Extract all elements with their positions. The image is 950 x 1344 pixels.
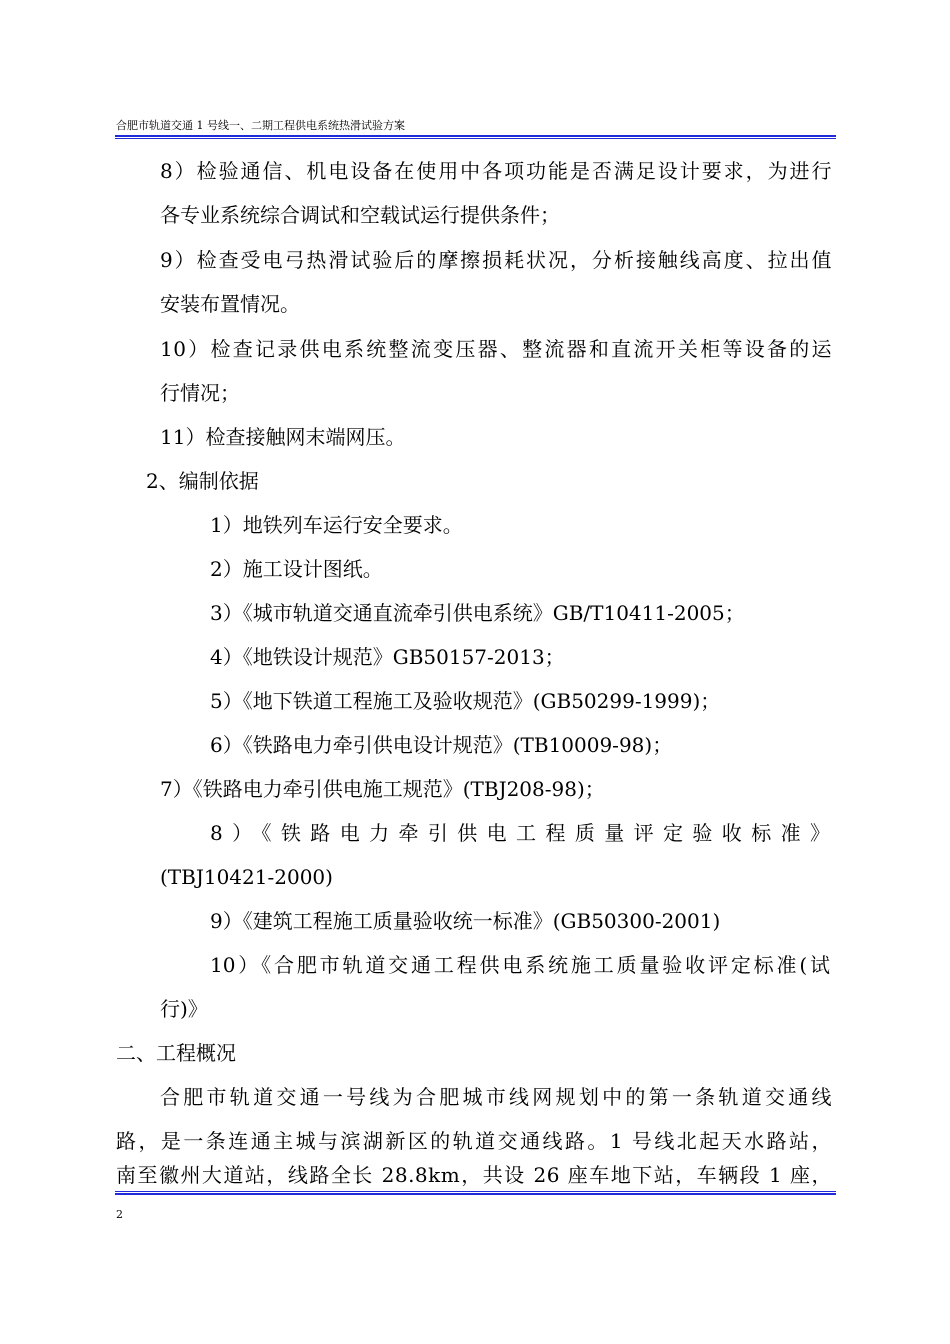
header-rule-thick: [115, 135, 836, 137]
body-line-1: 8）检验通信、机电设备在使用中各项功能是否满足设计要求，为进行: [160, 159, 832, 183]
body-line-7: 11）检查接触网末端网压。: [160, 425, 406, 449]
overview-line-1: 合肥市轨道交通一号线为合肥城市线网规划中的第一条轨道交通线: [160, 1085, 832, 1109]
body-line-4: 安装布置情况。: [160, 292, 300, 316]
basis-item-8-cont: (TBJ10421-2000): [160, 865, 333, 889]
section-heading-overview: 二、工程概况: [116, 1041, 236, 1065]
page-number: 2: [116, 1208, 123, 1221]
footer-rule-thin: [115, 1191, 836, 1192]
overview-line-3: 南至徽州大道站，线路全长 28.8km，共设 26 座车地下站，车辆段 1 座，: [116, 1163, 832, 1187]
basis-item-8: 8）《铁路电力牵引供电工程质量评定验收标准》: [210, 821, 830, 845]
basis-item-2: 2）施工设计图纸。: [210, 557, 383, 581]
basis-item-3: 3）《城市轨道交通直流牵引供电系统》GB/T10411-2005；: [210, 601, 745, 625]
running-header: 合肥市轨道交通 1 号线一、二期工程供电系统热滑试验方案: [116, 119, 405, 132]
basis-item-1: 1）地铁列车运行安全要求。: [210, 513, 463, 537]
basis-item-10-cont: 行)》: [160, 997, 208, 1021]
basis-item-9: 9）《建筑工程施工质量验收统一标准》(GB50300-2001): [210, 909, 721, 933]
body-line-6: 行情况；: [160, 381, 240, 405]
header-rule-thin: [115, 138, 836, 139]
overview-line-2: 路，是一条连通主城与滨湖新区的轨道交通线路。1 号线北起天水路站，: [116, 1129, 832, 1153]
basis-item-5: 5）《地下铁道工程施工及验收规范》(GB50299-1999)；: [210, 689, 721, 713]
footer-rule-thick: [115, 1193, 836, 1195]
basis-item-4: 4）《地铁设计规范》GB50157-2013；: [210, 645, 565, 669]
basis-item-10: 10）《合肥市轨道交通工程供电系统施工质量验收评定标准(试: [210, 953, 830, 977]
body-line-3: 9）检查受电弓热滑试验后的摩擦损耗状况，分析接触线高度、拉出值: [160, 248, 832, 272]
body-line-5: 10）检查记录供电系统整流变压器、整流器和直流开关柜等设备的运: [160, 337, 832, 361]
basis-item-7: 7）《铁路电力牵引供电施工规范》(TBJ208-98)；: [160, 777, 605, 801]
body-line-2: 各专业系统综合调试和空载试运行提供条件；: [160, 203, 560, 227]
basis-item-6: 6）《铁路电力牵引供电设计规范》(TB10009-98)；: [210, 733, 673, 757]
section-heading-basis: 2、编制依据: [146, 469, 259, 493]
